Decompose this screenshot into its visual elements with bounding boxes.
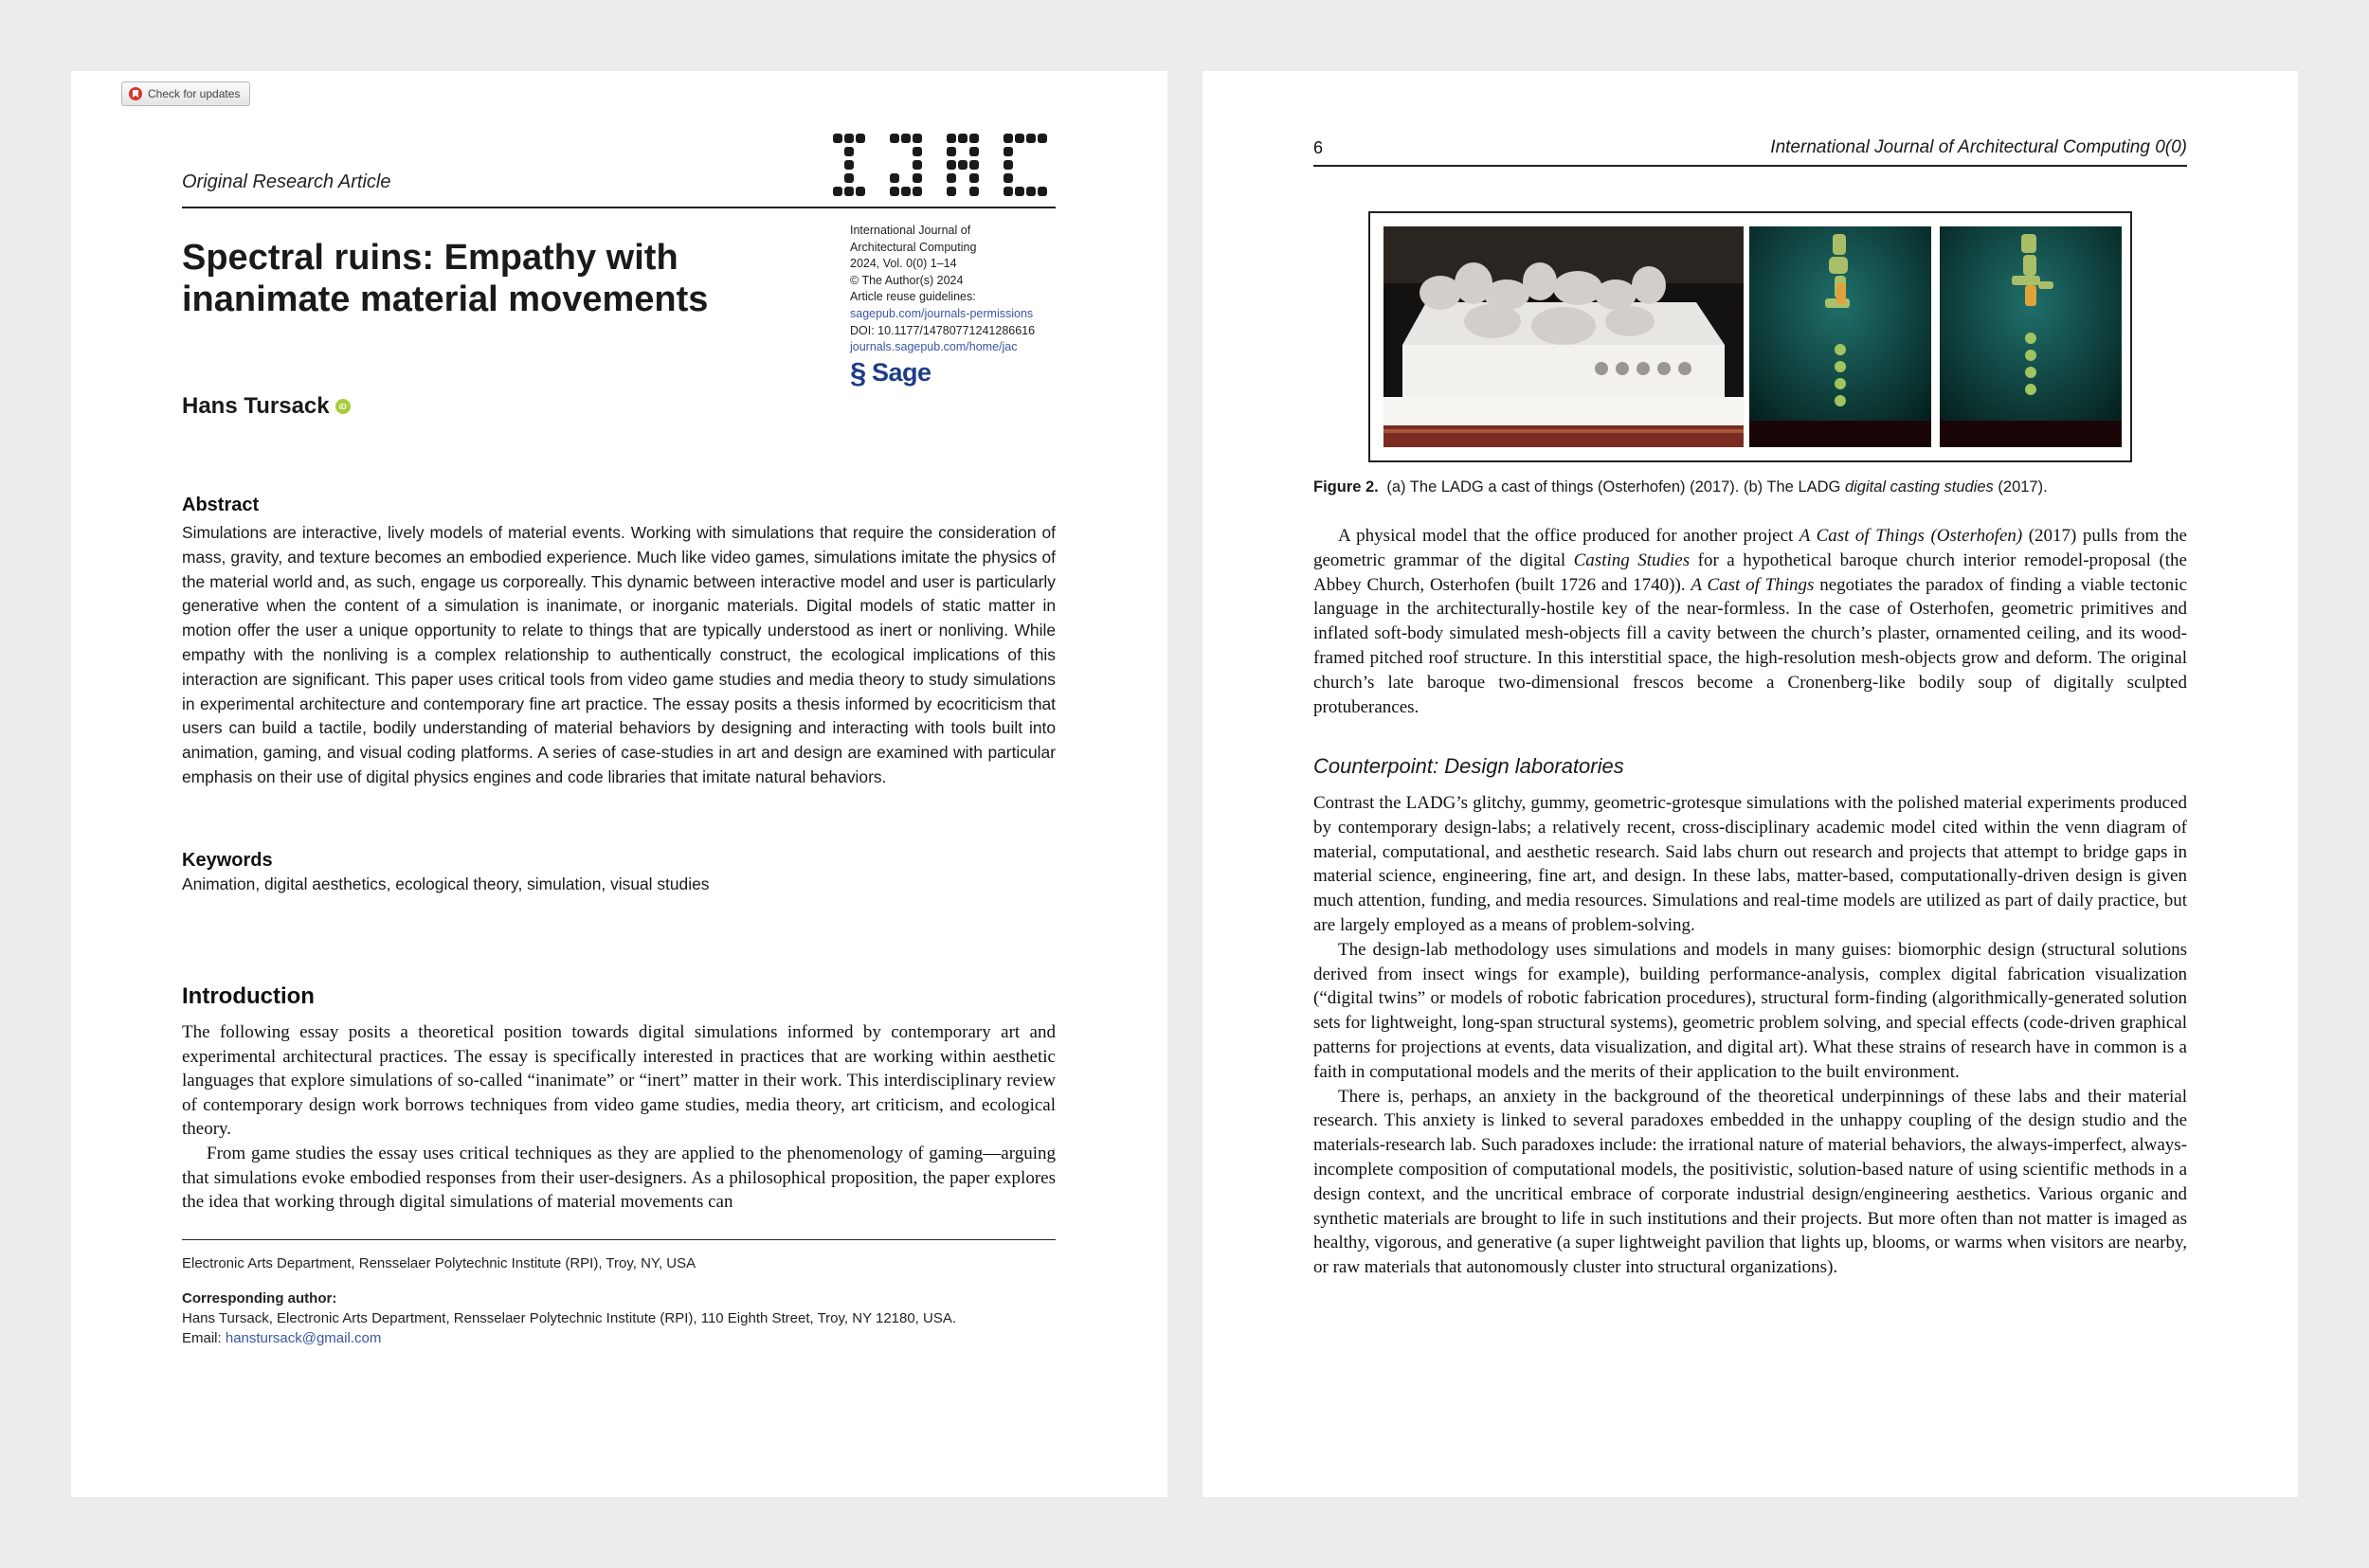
check-for-updates-button[interactable] — [121, 81, 250, 106]
left-page — [71, 71, 1167, 1497]
para1-text-c: for a hypothetical baroque church interior remodel-proposal (the Abbey Church, Osterhofen (built 1726 and 1740)). — [1313, 550, 2187, 595]
para1-italic-3: A Cast of Things — [1691, 574, 1815, 595]
figure-image-a — [1383, 226, 1744, 447]
corresponding-author-heading: Corresponding author: — [182, 1290, 337, 1307]
permissions-link[interactable]: sagepub.com/journals-permissions — [850, 306, 1034, 320]
running-head: International Journal of Architectural Computing 0(0) — [1770, 137, 2187, 157]
figure-image-b1 — [1749, 226, 1931, 447]
corresponding-author-address: Hans Tursack, Electronic Arts Department, Rensselaer Polytechnic Institute (RPI), 110 Eighth Street, Troy, NY 12180, USA. — [182, 1310, 957, 1326]
affiliation: Electronic Arts Department, Rensselaer Polytechnic Institute (RPI), Troy, NY, USA — [182, 1255, 696, 1271]
paragraph-4: There is, perhaps, an anxiety in the background of the theoretical underpinnings of these labs and their material research. This anxiety is linked to several paradoxes embedded in the unhappy coupling of the design studio and the materials-research lab. Such paradoxes include: the irrational nature of material behaviors, the always-imperfect, always-incomplete composition of computational models, the positivistic, solution-based nature of using scientific methods in a design context, and the uncritical embrace of corporate industrial design/engineering aesthetics. Various organic and synthetic materials are brought to life in such institutions and their projects. But more often than not matter is imaged as healthy, vigorous, and generative (a super lightweight pavilion that lights up, blooms, or warms when visitors are nearby, or raw materials that autonomously cluster into structural organizations). — [1313, 1086, 2187, 1278]
doi: DOI: 10.1177/14780771241286616 — [850, 323, 1036, 337]
corresponding-author-email — [182, 1330, 381, 1346]
footnote-rule — [182, 1239, 1056, 1240]
para1-text-d: negotiates the paradox of finding a viable tectonic language in the architecturally-hostile key of the near-formless. In the case of Osterhofen, geometric primitives and inflated soft-body simulated mesh-objects fill a cavity between the church’s plaster, ornamented ceiling, and its wood-framed pitched roof structure. In this interstitial space, the high-resolution mesh-objects grow and deform. The original church’s late baroque two-dimensional frescos become a Cronenberg-like bodily soup of digitally sculpted protuberances. — [1313, 574, 2188, 717]
email-link[interactable]: hanstursack@gmail.com — [225, 1330, 382, 1346]
header-rule — [1313, 165, 2187, 167]
journal-volume: 2024, Vol. 0(0) 1–14 — [850, 257, 957, 271]
publisher-logo — [850, 358, 931, 387]
introduction-heading: Introduction — [182, 983, 315, 1009]
para1-text-b: (2017) pulls from the geometric grammar of the digital — [1313, 526, 2187, 570]
journal-name-line1: International Journal of — [850, 224, 971, 237]
copyright: © The Author(s) 2024 — [850, 273, 964, 287]
section-body — [1313, 791, 2187, 1280]
figure-image-b2 — [1940, 226, 2122, 447]
paragraph-3: The design-lab methodology uses simulations and models in many guises: biomorphic design (structural solutions derived from insect wings for example), building performance-analysis, complex digital fabrication visualization (“digital twins” or models of robotic fabrication procedures), structural form-finding (algorithmically-generated solution sets for lightweight, long-span structural systems), geometric problem solving, and special effects (code-driven graphical patterns for projections at events, data visualization, and digital art). What these strains of research have in common is a faith in computational models and the merits of their application to the built environment. — [1313, 939, 2187, 1082]
para1-italic-2: Casting Studies — [1573, 550, 1691, 570]
caption-end: (2017). — [1998, 478, 2048, 496]
right-page — [1203, 71, 2298, 1497]
figure-caption — [1313, 478, 2187, 496]
reuse-guidelines-label: Article reuse guidelines: — [850, 290, 976, 304]
page-number: 6 — [1313, 138, 1324, 157]
section-heading: Counterpoint: Design laboratories — [1313, 754, 1624, 778]
caption-part-a: (a) The LADG a cast of things (Osterhofen) (2017). (b) The LADG — [1386, 478, 1841, 496]
header-rule — [182, 207, 1056, 208]
paragraph-1 — [1313, 524, 2187, 719]
abstract-text: Simulations are interactive, lively models of material events. Working with simulations that require the consideration of mass, gravity, and texture becomes an embodied experience. Much like video games, simulations imitate the physics of the material world and, as such, engage us corporeally. This dynamic between interactive model and user is particularly generative when the content of a simulation is inanimate, or inorganic materials. Digital models of static matter in motion offer the user a unique opportunity to relate to things that are typically understood as inert or nonliving. While empathy with the nonliving is a complex relationship to authentically construct, the ecological implications of this interaction are significant. This paper uses critical tools from video game studies and media theory to study simulations in experimental architecture and contemporary fine art practice. The essay posits a thesis informed by ecocriticism that users can build a tactile, bodily understanding of material behaviors by designing and interacting with tools built into animation, gaming, and visual coding platforms. A series of case-studies in art and design are examined with particular emphasis on their use of digital physics engines and code libraries that imitate natural behaviors. — [182, 523, 1056, 786]
introduction-body — [182, 1020, 1056, 1215]
article-title — [182, 237, 788, 320]
check-for-updates-label: Check for updates — [148, 87, 241, 100]
abstract-heading: Abstract — [182, 495, 260, 515]
title-line-2: inanimate material movements — [182, 279, 709, 319]
para1-italic-1: A Cast of Things (Osterhofen) — [1799, 526, 2023, 546]
para1-text-a: A physical model that the office produced for another project — [1338, 526, 1794, 546]
caption-italic: digital casting studies — [1844, 478, 1994, 496]
author — [182, 393, 351, 420]
figure-2 — [1368, 211, 2132, 462]
keywords-heading: Keywords — [182, 850, 273, 871]
author-name: Hans Tursack — [182, 393, 330, 419]
bookmark-icon — [129, 87, 142, 100]
journal-metadata — [850, 223, 1077, 356]
journal-name-line2: Architectural Computing — [850, 240, 977, 254]
orcid-icon[interactable]: iD — [335, 399, 351, 414]
journal-logo — [829, 132, 1057, 200]
intro-paragraph-2: From game studies the essay uses critical techniques as they are applied to the phenomenology of gaming—arguing that simulations evoke embodied responses from their user-designers. As a philosophical proposition, the paper explores the idea that working through digital simulations of material movements can — [182, 1143, 1056, 1213]
article-type: Original Research Article — [182, 171, 391, 192]
intro-paragraph-1: The following essay posits a theoretical position towards digital simulations informed by contemporary art and experimental architectural practices. The essay is specifically interested in practices that are working within aesthetic languages that explore simulations of so-called “inanimate” or “inert” matter in their work. This interdisciplinary review of contemporary design work borrows techniques from video game studies, media theory, art criticism, and ecological theory. — [182, 1022, 1056, 1140]
publisher-name: Sage — [872, 358, 931, 387]
sage-s-icon: § — [850, 356, 866, 389]
email-label: Email: — [182, 1330, 222, 1346]
title-line-1: Spectral ruins: Empathy with — [182, 238, 678, 278]
keywords-text: Animation, digital aesthetics, ecological theory, simulation, visual studies — [182, 874, 710, 893]
journal-homepage-link[interactable]: journals.sagepub.com/home/jac — [850, 340, 1018, 354]
paragraph-2: Contrast the LADG’s glitchy, gummy, geometric-grotesque simulations with the polished material experiments produced by contemporary design-labs; a relatively recent, cross-disciplinary academic model cited within the venn diagram of material, computational, and aesthetic research. Said labs churn out research and projects that attempt to bridge gaps in material science, engineering, fine art, and design. In these labs, matter-based, computationally-driven design is given much attention, funding, and media resources. Simulations and real-time models are utilized as part of daily practice, but are largely employed as a means of problem-solving. — [1313, 793, 2187, 935]
figure-label: Figure 2. — [1313, 478, 1379, 496]
